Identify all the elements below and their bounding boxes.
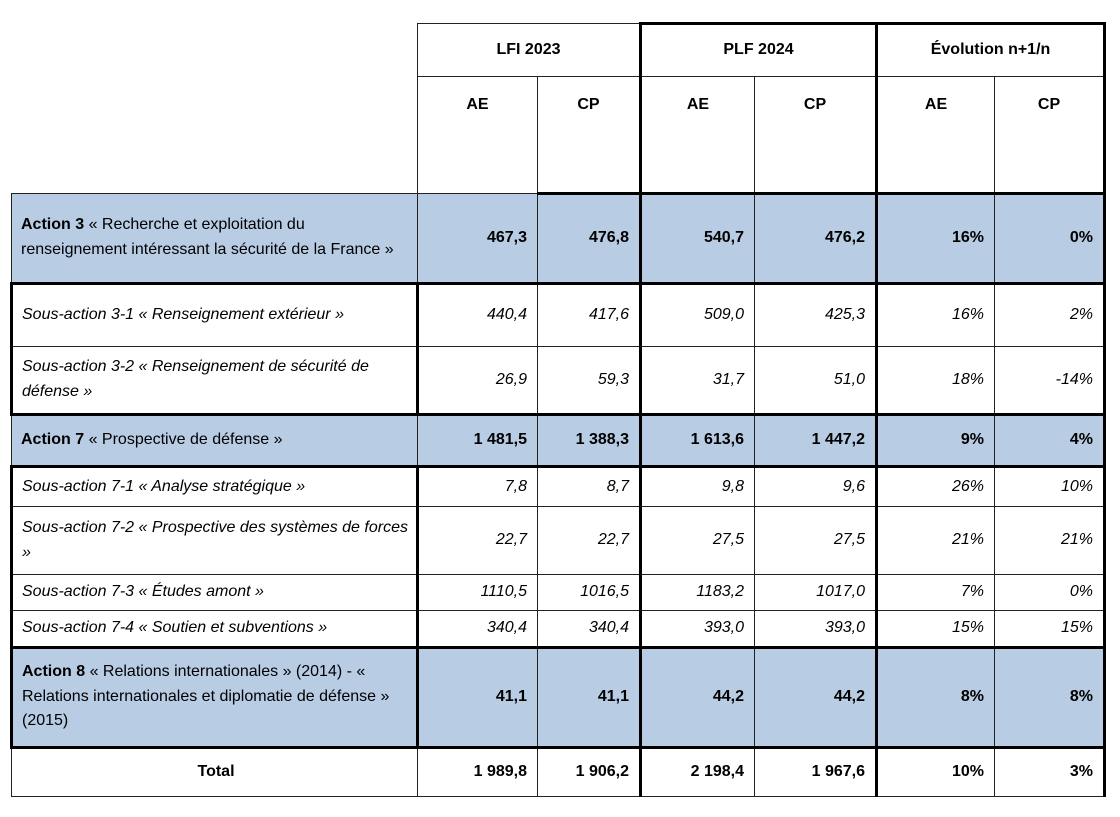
- value-cell: 4%: [995, 415, 1105, 467]
- corner-cell: [12, 77, 418, 194]
- value-cell: 340,4: [538, 610, 641, 647]
- value-cell: 1183,2: [641, 575, 755, 611]
- value-cell: 7,8: [418, 467, 538, 507]
- sous-action-row-3-1: [12, 284, 1105, 347]
- value-cell: 7%: [877, 575, 995, 611]
- action-row-7: [12, 415, 1105, 467]
- value-cell: 8%: [995, 647, 1105, 747]
- value-cell: 31,7: [641, 347, 755, 415]
- total-row: [12, 747, 1105, 796]
- value-cell: 22,7: [538, 507, 641, 575]
- value-cell: 21%: [877, 507, 995, 575]
- row-label: [12, 194, 418, 284]
- row-label: [12, 415, 418, 467]
- value-cell: 393,0: [755, 610, 877, 647]
- sous-action-row-7-4: [12, 610, 1105, 647]
- value-cell: 417,6: [538, 284, 641, 347]
- subheader-evolution-cp: CP: [995, 77, 1105, 194]
- value-cell: 16%: [877, 284, 995, 347]
- action-title: « Relations internationales » (2014) - « Relations internationales et diplomatie de défense » (2015): [22, 662, 390, 730]
- group-header-evolution: [877, 24, 1105, 77]
- budget-table: [10, 22, 1106, 797]
- value-cell: 44,2: [755, 647, 877, 747]
- value-cell: 22,7: [418, 507, 538, 575]
- value-cell: 9,6: [755, 467, 877, 507]
- value-cell: -14%: [995, 347, 1105, 415]
- value-cell: 440,4: [418, 284, 538, 347]
- value-cell: 540,7: [641, 194, 755, 284]
- group-header-lfi-2023: [418, 24, 641, 77]
- value-cell: 425,3: [755, 284, 877, 347]
- value-cell: 1110,5: [418, 575, 538, 611]
- action-row-8: [12, 647, 1105, 747]
- value-cell: 26%: [877, 467, 995, 507]
- row-label: Sous-action 7-2 « Prospective des systèmes de forces »: [12, 507, 418, 575]
- corner-cell: [12, 24, 418, 77]
- group-header-plf-2024: [641, 24, 877, 77]
- value-cell: 1 989,8: [418, 747, 538, 796]
- action-number: Action 3: [21, 216, 85, 234]
- sous-action-row-7-3: [12, 575, 1105, 611]
- subheader-lfi-ae: AE: [418, 77, 538, 194]
- value-cell: 476,2: [755, 194, 877, 284]
- header-group-row: [12, 24, 1105, 77]
- value-cell: 21%: [995, 507, 1105, 575]
- value-cell: 340,4: [418, 610, 538, 647]
- value-cell: 51,0: [755, 347, 877, 415]
- action-number: Action 8: [22, 662, 86, 680]
- value-cell: 2 198,4: [641, 747, 755, 796]
- value-cell: 9,8: [641, 467, 755, 507]
- budget-table-container: [10, 22, 1120, 797]
- value-cell: 16%: [877, 194, 995, 284]
- value-cell: 10%: [877, 747, 995, 796]
- value-cell: 3%: [995, 747, 1105, 796]
- row-label: Sous-action 3-2 « Renseignement de sécurité de défense »: [12, 347, 418, 415]
- value-cell: 41,1: [418, 647, 538, 747]
- value-cell: 15%: [995, 610, 1105, 647]
- value-cell: 41,1: [538, 647, 641, 747]
- value-cell: 27,5: [755, 507, 877, 575]
- value-cell: 476,8: [538, 194, 641, 284]
- value-cell: 1016,5: [538, 575, 641, 611]
- value-cell: 1 388,3: [538, 415, 641, 467]
- value-cell: 1 481,5: [418, 415, 538, 467]
- value-cell: 8%: [877, 647, 995, 747]
- sous-action-row-7-1: [12, 467, 1105, 507]
- value-cell: 9%: [877, 415, 995, 467]
- value-cell: 2%: [995, 284, 1105, 347]
- value-cell: 393,0: [641, 610, 755, 647]
- action-title: « Prospective de défense »: [84, 431, 283, 449]
- subheader-lfi-cp: CP: [538, 77, 641, 194]
- value-cell: 18%: [877, 347, 995, 415]
- value-cell: 1017,0: [755, 575, 877, 611]
- value-cell: 1 447,2: [755, 415, 877, 467]
- sous-action-row-3-2: [12, 347, 1105, 415]
- value-cell: 467,3: [418, 194, 538, 284]
- value-cell: 0%: [995, 575, 1105, 611]
- subheader-plf-cp: CP: [755, 77, 877, 194]
- row-label: Sous-action 7-1 « Analyse stratégique »: [12, 467, 418, 507]
- group-header-label: Évolution n+1/n: [930, 41, 1051, 59]
- row-label: Sous-action 7-4 « Soutien et subventions »: [12, 610, 418, 647]
- action-number: Action 7: [21, 431, 85, 449]
- action-row-3: [12, 194, 1105, 284]
- sous-action-row-7-2: [12, 507, 1105, 575]
- subheader-plf-ae: AE: [641, 77, 755, 194]
- value-cell: 1 906,2: [538, 747, 641, 796]
- row-label: Sous-action 7-3 « Études amont »: [12, 575, 418, 611]
- row-label: Sous-action 3-1 « Renseignement extérieur »: [12, 284, 418, 347]
- value-cell: 509,0: [641, 284, 755, 347]
- value-cell: 8,7: [538, 467, 641, 507]
- value-cell: 10%: [995, 467, 1105, 507]
- value-cell: 26,9: [418, 347, 538, 415]
- group-header-label: PLF 2024: [723, 41, 794, 59]
- value-cell: 0%: [995, 194, 1105, 284]
- value-cell: 59,3: [538, 347, 641, 415]
- value-cell: 15%: [877, 610, 995, 647]
- header-sub-row: [12, 77, 1105, 194]
- action-title: « Recherche et exploitation du renseignement intéressant la sécurité de la France »: [21, 216, 394, 258]
- group-header-label: LFI 2023: [496, 40, 561, 58]
- total-label: Total: [12, 747, 418, 796]
- value-cell: 1 613,6: [641, 415, 755, 467]
- value-cell: 1 967,6: [755, 747, 877, 796]
- subheader-evolution-ae: AE: [877, 77, 995, 194]
- value-cell: 27,5: [641, 507, 755, 575]
- value-cell: 44,2: [641, 647, 755, 747]
- row-label: [12, 647, 418, 747]
